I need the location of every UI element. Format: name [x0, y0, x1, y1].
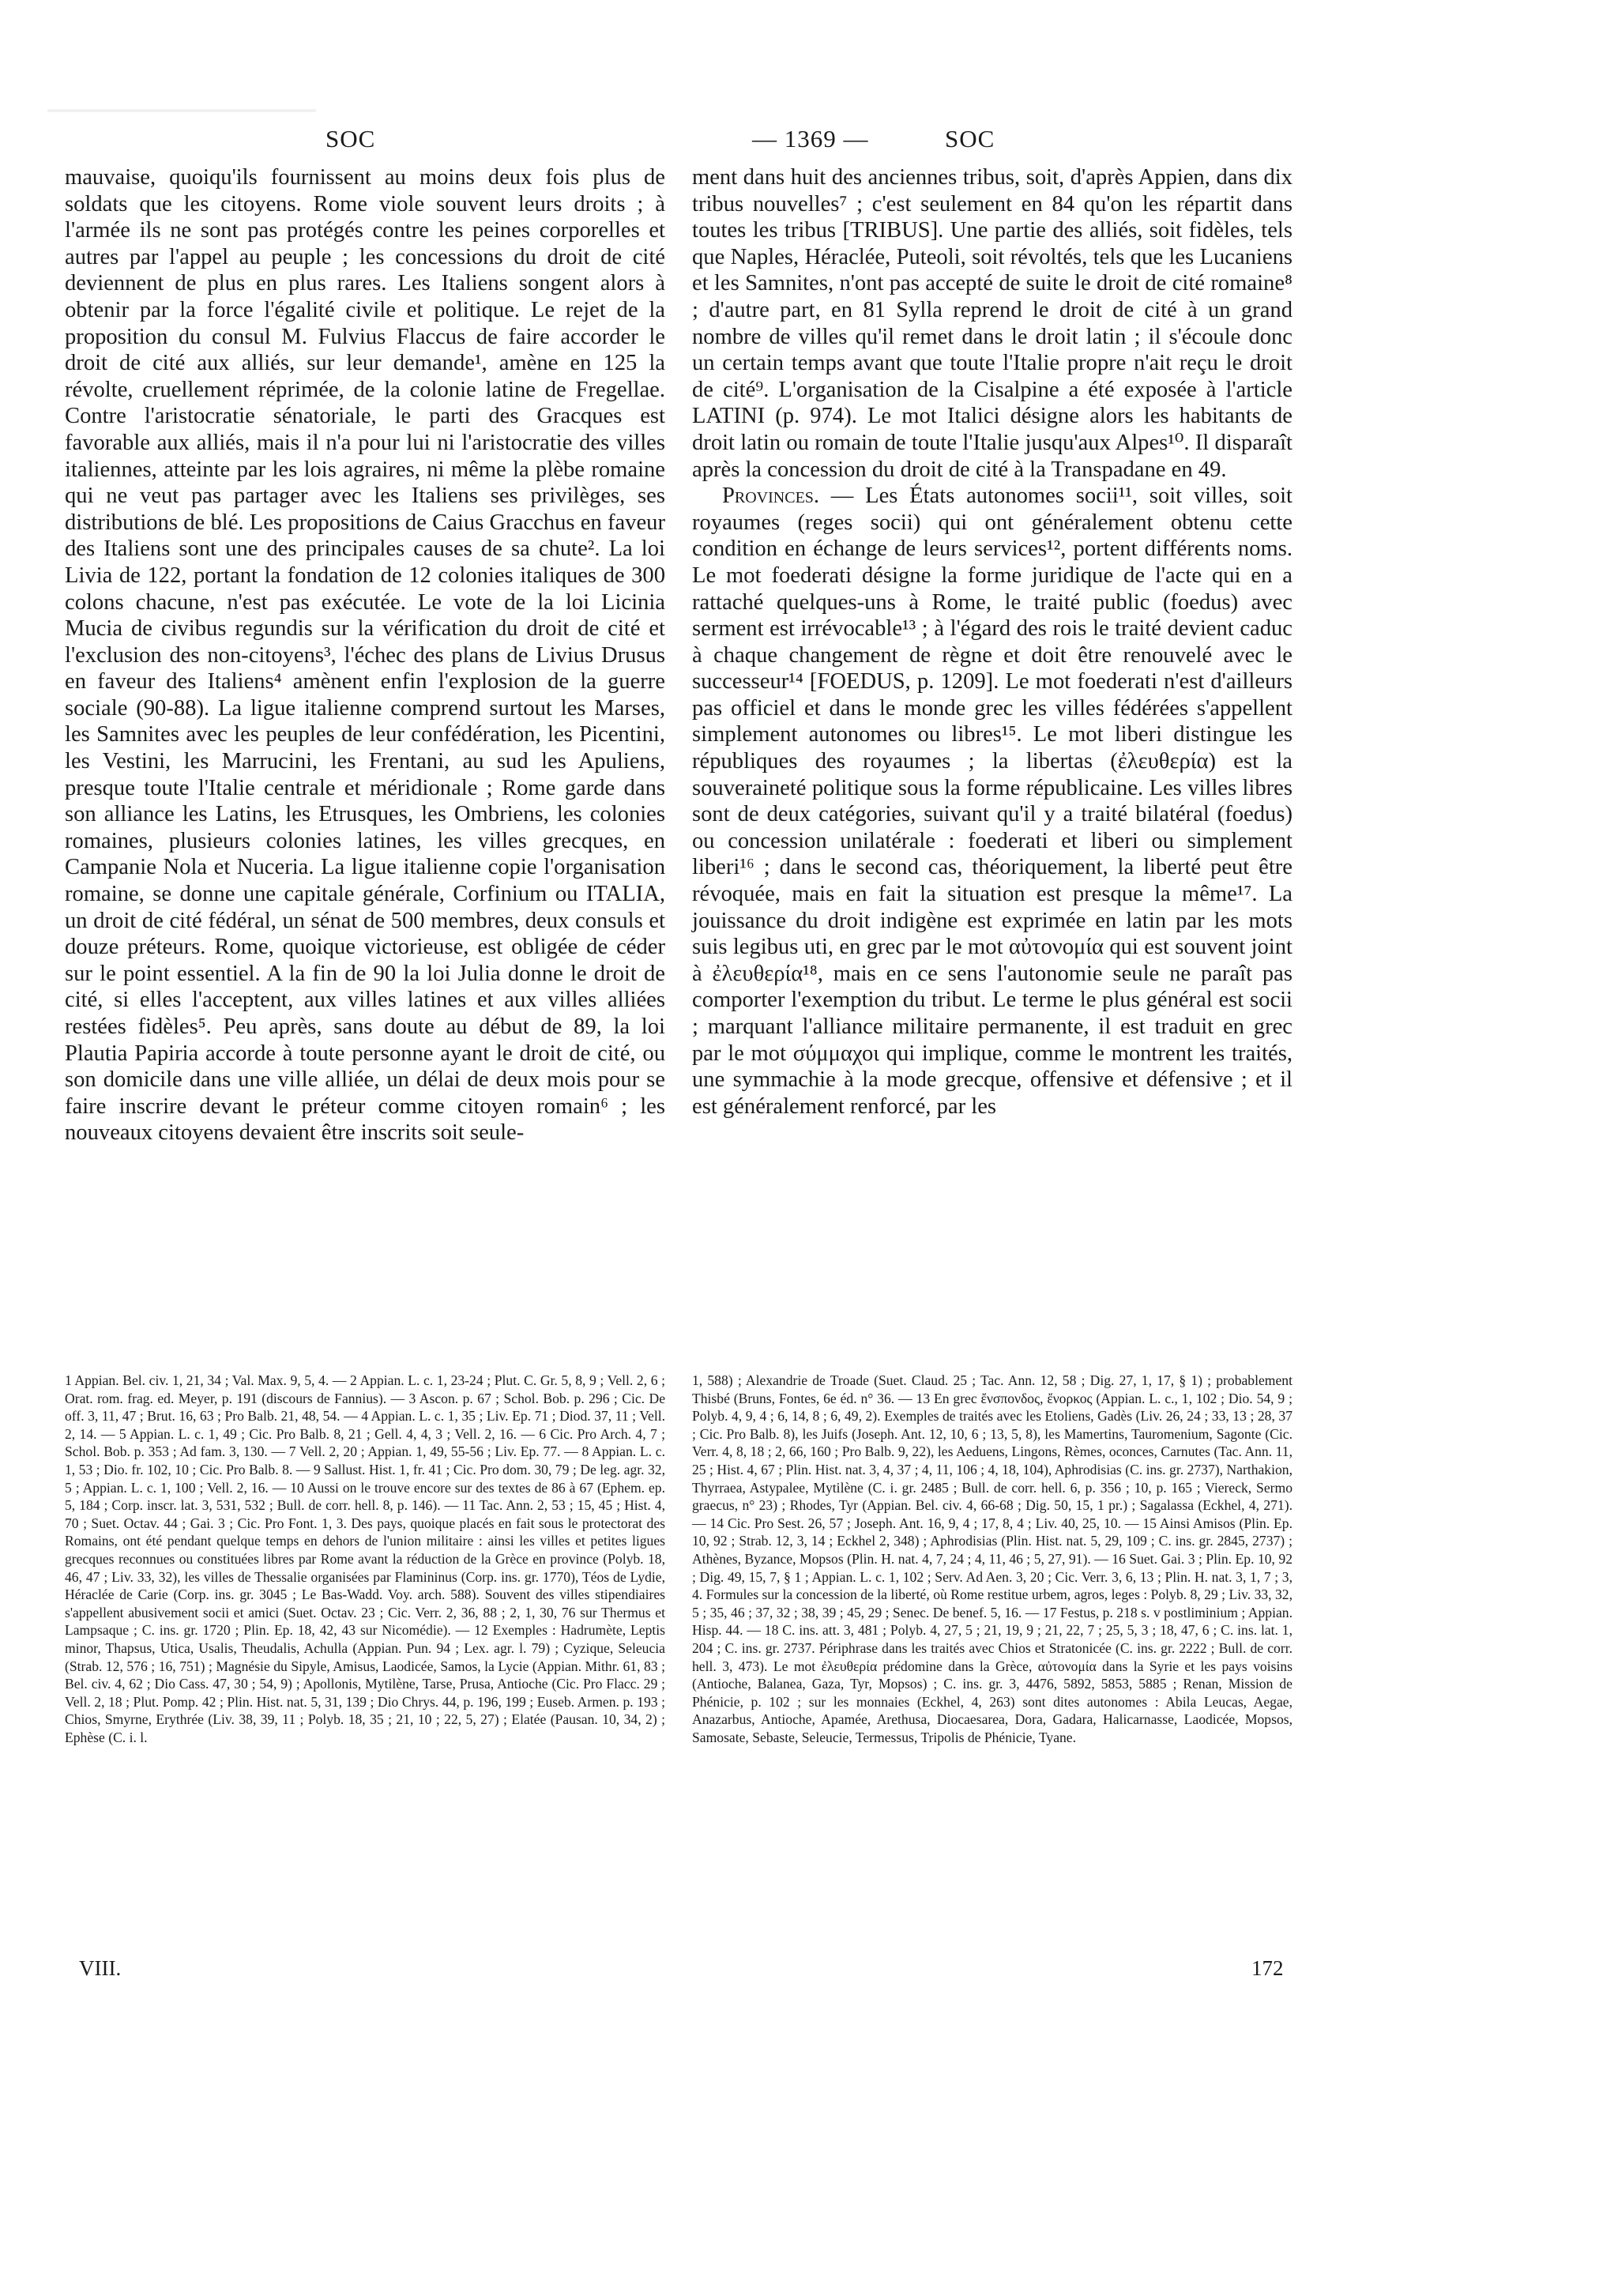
body-paragraph: mauvaise, quoiqu'ils fournissent au moins deux fois plus de soldats que les citoyens. Rome viole souvent leurs droits ; à l'armée ils ne sont pas protégés contre les peines corporelles et autres par l'appel au peuple ; les concessions du droit de cité deviennent de plus en plus rares. Les Italiens songent alors à obtenir par la force l'égalité civile et politique. Le rejet de la proposition du consul M. Fulvius Flaccus de faire accorder le droit de cité aux alliés, sur leur demande¹, amène en 125 la révolte, cruellement réprimée, de la colonie latine de Fregellae. Contre l'aristocratie sénatoriale, le parti des Gracques est favorable aux alliés, mais il n'a pour lui ni l'aristocratie des villes italiennes, atteinte par les lois agraires, ni même la plèbe romaine qui ne veut pas partager avec les Italiens ses privilèges, ses distributions de blé. Les propositions de Caius Gracchus en faveur des Italiens sont une des principales causes de sa chute². La loi Livia de 122, portant la fondation de 12 colonies italiques de 300 colons chacune, n'est pas exécutée. Le vote de la loi Licinia Mucia de civibus regundis sur la vérification du droit de cité et l'exclusion des non-citoyens³, l'échec des plans de Livius Drusus en faveur des Italiens⁴ amènent enfin l'explosion de la guerre sociale (90-88). La ligue italienne comprend surtout les Marses, les Samnites avec les peuples de leur confédération, les Picentini, les Vestini, les Marrucini, les Frentani, au sud les Apuliens, presque toute l'Italie centrale et méridionale ; Rome garde dans son alliance les Latins, les Etrusques, les Ombriens, les colonies romaines, plusieurs colonies latines, les villes grecques, en Campanie Nola et Nuceria. La ligue italienne copie l'organisation romaine, se donne une capitale générale, Corfinium ou ITALIA, un droit de cité fédéral, un sénat de 500 membres, deux consuls et douze préteurs. Rome, quoique victorieuse, est obligée de céder sur le point essentiel. A la fin de 90 la loi Julia donne le droit de cité, si elles l'acceptent, aux villes latines et aux villes alliées restées fidèles⁵. Peu après, sans doute au début de 89, la loi Plautia Papiria accorde à toute personne ayant le droit de cité, ou son domicile dans une ville alliée, un délai de deux mois pour se faire inscrire devant le préteur comme citoyen romain⁶ ; les nouveaux citoyens devaient être inscrits soit seule-: [65, 165, 665, 1146]
footnotes-right: [692, 1372, 1293, 1746]
running-head-left: SOC: [325, 125, 376, 152]
sheet-signature: 172: [1251, 1956, 1284, 1980]
section-provinces: [692, 483, 1293, 1120]
footnote-block: 1, 588) ; Alexandrie de Troade (Suet. Claud. 25 ; Tac. Ann. 12, 58 ; Dig. 27, 1, 17, § 1) ; probablement Thisbé (Bruns, Fontes, 6e éd. n° 36. — 13 En grec ἔνσπονδος, ἔνορκος (Appian. L. c., 1, 102 ; Dio. 54, 9 ; Polyb. 4, 9, 4 ; 6, 14, 8 ; 6, 49, 2). Exemples de traités avec les Etoliens, Gadès (Liv. 26, 24 ; 33, 13 ; 28, 37 ; Cic. Pro Balb. 8), les Juifs (Joseph. Ant. 12, 10, 6 ; 13, 5, 8), les Mamertins, Tauromenium, Sagonte (Cic. Verr. 4, 8, 18 ; 2, 66, 160 ; Pro Balb. 9, 22), les Aeduens, Lingons, Rèmes, oconces, Carnutes (Tac. Ann. 11, 25 ; Hist. 4, 67 ; Plin. Hist. nat. 3, 4, 37 ; 4, 11, 106 ; 4, 18, 104), Aphrodisias (C. ins. gr. 2737), Narthakion, Thyrraea, Astypalee, Mytilène (C. i. gr. 2485 ; Bull. de corr. hell. 6, p. 356 ; 10, p. 165 ; Viereck, Sermo graecus, n° 23) ; Rhodes, Tyr (Appian. Bel. civ. 4, 66-68 ; Dig. 50, 15, 1 pr.) ; Sagalassa (Eckhel, 4, 271). — 14 Cic. Pro Sest. 26, 57 ; Joseph. Ant. 16, 9, 4 ; 17, 8, 4 ; Liv. 40, 25, 10. — 15 Ainsi Amisos (Plin. Ep. 10, 92 ; Strab. 12, 3, 14 ; Eckhel 2, 348) ; Aphrodisias (Plin. Hist. nat. 5, 29, 109 ; C. ins. gr. 2845, 2737) ; Athènes, Byzance, Mopsos (Plin. H. nat. 4, 7, 24 ; 4, 11, 46 ; 5, 27, 91). — 16 Suet. Gai. 3 ; Plin. Ep. 10, 92 ; Dig. 49, 15, 7, § 1 ; Appian. L. c. 1, 102 ; Serv. Ad Aen. 3, 20 ; Cic. Verr. 3, 6, 13 ; Plin. H. nat. 3, 1, 7 ; 3, 4. Formules sur la concession de la liberté, où Rome restitue urbem, agros, leges : Polyb. 8, 29 ; Liv. 33, 32, 5 ; 35, 46 ; 37, 32 ; 38, 39 ; 45, 29 ; Senec. De benef. 5, 16. — 17 Festus, p. 218 s. v postliminium ; Appian. Hisp. 44. — 18 C. ins. att. 3, 481 ; Polyb. 4, 27, 5 ; 21, 19, 9 ; 21, 22, 7 ; 25, 5, 3 ; 18, 47, 6 ; C. ins. lat. 1, 204 ; C. ins. gr. 2737. Périphrase dans les traités avec Chios et Stratonicée (C. ins. gr. 2222 ; Bull. de corr. hell. 3, 473). Le mot ἐλευθερία prédomine dans la Grèce, αὐτονομία dans la Syrie et les pays voisins (Antioche, Balanea, Gaza, Tyr, Mopsos) ; C. ins. gr. 3, 4476, 5892, 5853, 5885 ; Renan, Mission de Phénicie, p. 102 ; sur les monnaies (Eckhel, 4, 263) sont dites autonomes : Abila Leucas, Aegae, Anazarbus, Antioche, Apamée, Arethusa, Diocaesarea, Dora, Gadara, Halicarnasse, Laodicée, Mopsos, Samosate, Sebaste, Seleucie, Termessus, Tripolis de Phénicie, Tyane.: [692, 1372, 1293, 1745]
body-column-right: [692, 164, 1293, 1120]
section-text: — Les États autonomes socii¹¹, soit villes, soit royaumes (reges socii) qui ont généralement obtenu cette condition en échange de leurs services¹², portent différents noms. Le mot foederati désigne la forme juridique de l'acte qui en a rattaché quelques-uns à Rome, le traité public (foedus) avec serment est irrévocable¹³ ; à l'égard des rois le traité devient caduc à chaque changement de règne et doit être renouvelé avec le successeur¹⁴ [FOEDUS, p. 1209]. Le mot foederati n'est d'ailleurs pas officiel et dans le monde grec les villes fédérées s'appellent simplement autonomes ou libres¹⁵. Le mot liberi distingue les républiques des royaumes ; la libertas (ἐλευθερία) est la souveraineté politique sous la forme républicaine. Les villes libres sont de deux catégories, suivant qu'il y a traité bilatéral (foedus) ou concession unilatérale : foederati et liberi ou simplement liberi¹⁶ ; dans le second cas, théoriquement, la liberté peut être révoquée, mais en fait la situation est presque la même¹⁷. La jouissance du droit indigène est exprimée en latin par les mots suis legibus uti, en grec par le mot αὐτονομία qui est souvent joint à ἐλευθερία¹⁸, mais en ce sens l'autonomie seule ne paraît pas comporter l'exemption du tribut. Le terme le plus général est socii ; marquant l'alliance militaire permanente, il est traduit en grec par le mot σύμμαχοι qui implique, comme le montrent les traités, une symmachie à la mode grecque, offensive et défensive ; et il est généralement renforcé, par les: [692, 484, 1293, 1119]
page-scan-mark: [47, 109, 316, 112]
volume-signature: VIII.: [79, 1956, 122, 1980]
section-heading: Provinces.: [722, 484, 820, 509]
body-paragraph: ment dans huit des anciennes tribus, soit, d'après Appien, dans dix tribus nouvelles⁷ ; c'est seulement en 84 qu'on les répartit dans toutes les tribus [TRIBUS]. Une partie des alliés, soit fidèles, tels que Naples, Héraclée, Puteoli, soit révoltés, tels que les Lucaniens et les Samnites, n'ont pas accepté de suite le droit de cité romaine⁸ ; d'autre part, en 81 Sylla reprend le droit de cité à un grand nombre de villes qu'il remet dans le droit latin ; il s'écoule donc un certain temps avant que toute l'Italie propre n'ait reçu le droit de cité⁹. L'organisation de la Cisalpine a été exposée à l'article LATINI (p. 974). Le mot Italici désigne alors les habitants de droit latin ou romain de toute l'Italie jusqu'aux Alpes¹⁰. Il disparaît après la concession du droit de cité à la Transpadane en 49.: [692, 165, 1293, 482]
body-column-left: [65, 164, 665, 1146]
footnotes-left: [65, 1372, 665, 1746]
page-number: — 1369 —: [752, 125, 869, 152]
footnote-block: 1 Appian. Bel. civ. 1, 21, 34 ; Val. Max. 9, 5, 4. — 2 Appian. L. c. 1, 23-24 ; Plut. C. Gr. 5, 8, 9 ; Vell. 2, 6 ; Orat. rom. frag. ed. Meyer, p. 191 (discours de Fannius). — 3 Ascon. p. 67 ; Schol. Bob. p. 296 ; Cic. De off. 3, 11, 47 ; Brut. 16, 63 ; Pro Balb. 21, 48, 54. — 4 Appian. L. c. 1, 35 ; Liv. Ep. 71 ; Diod. 37, 11 ; Vell. 2, 14. — 5 Appian. L. c. 1, 49 ; Cic. Pro Balb. 8, 21 ; Gell. 4, 4, 3 ; Vell. 2, 16. — 6 Cic. Pro Arch. 4, 7 ; Schol. Bob. p. 353 ; Ad fam. 3, 130. — 7 Vell. 2, 20 ; Appian. 1, 49, 55-56 ; Liv. Ep. 77. — 8 Appian. L. c. 1, 53 ; Dio. fr. 102, 10 ; Cic. Pro Balb. 8. — 9 Sallust. Hist. 1, fr. 41 ; Cic. Pro dom. 30, 79 ; De leg. agr. 32, 5 ; Appian. L. c. 1, 100 ; Vell. 2, 16. — 10 Aussi on le trouve encore sur des textes de 86 à 67 (Ephem. ep. 5, 184 ; Corp. inscr. lat. 3, 531, 532 ; Bull. de corr. hell. 8, p. 146). — 11 Tac. Ann. 2, 53 ; 15, 45 ; Hist. 4, 70 ; Suet. Octav. 44 ; Gai. 3 ; Cic. Pro Font. 1, 3. Des pays, quoique placés en fait sous le protectorat des Romains, ont été pendant quelque temps en dehors de l'union militaire : ainsi les villes et petites ligues grecques reconnues ou constituées libres par Rome avant la réduction de la Grèce en province (Polyb. 18, 46, 47 ; Liv. 33, 32), les villes de Thessalie organisées par Flamininus (Corp. ins. gr. 1770), Téos de Lydie, Héraclée de Carie (Corp. ins. gr. 3045 ; Le Bas-Wadd. Voy. arch. 588). Souvent des villes stipendiaires s'appellent abusivement socii et amici (Suet. Octav. 23 ; Cic. Verr. 2, 36, 88 ; 2, 1, 30, 76 sur Thermus et Lampsaque ; C. ins. gr. 1720 ; Plin. Ep. 18, 42, 43 sur Nicomédie). — 12 Exemples : Hadrumète, Leptis minor, Thapsus, Utica, Usalis, Theudalis, Achulla (Appian. Pun. 94 ; Lex. agr. l. 79) ; Cyzique, Seleucia (Strab. 12, 576 ; 16, 751) ; Magnésie du Sipyle, Amisus, Laodicée, Samos, la Lycie (Appian. Mithr. 61, 83 ; Bel. civ. 4, 62 ; Dio Cass. 47, 30 ; 54, 9) ; Apollonis, Mytilène, Tarse, Prusa, Antioche (Cic. Pro Flacc. 29 ; Vell. 2, 18 ; Plut. Pomp. 42 ; Plin. Hist. nat. 5, 31, 139 ; Dio Chrys. 44, p. 196, 199 ; Euseb. Armen. p. 193 ; Chios, Smyrne, Erythrée (Liv. 38, 39, 11 ; Polyb. 18, 35 ; 21, 10 ; 22, 5, 27) ; Elatée (Pausan. 10, 34, 2) ; Ephèse (C. i. l.: [65, 1372, 665, 1745]
running-head-right: SOC: [945, 125, 995, 152]
